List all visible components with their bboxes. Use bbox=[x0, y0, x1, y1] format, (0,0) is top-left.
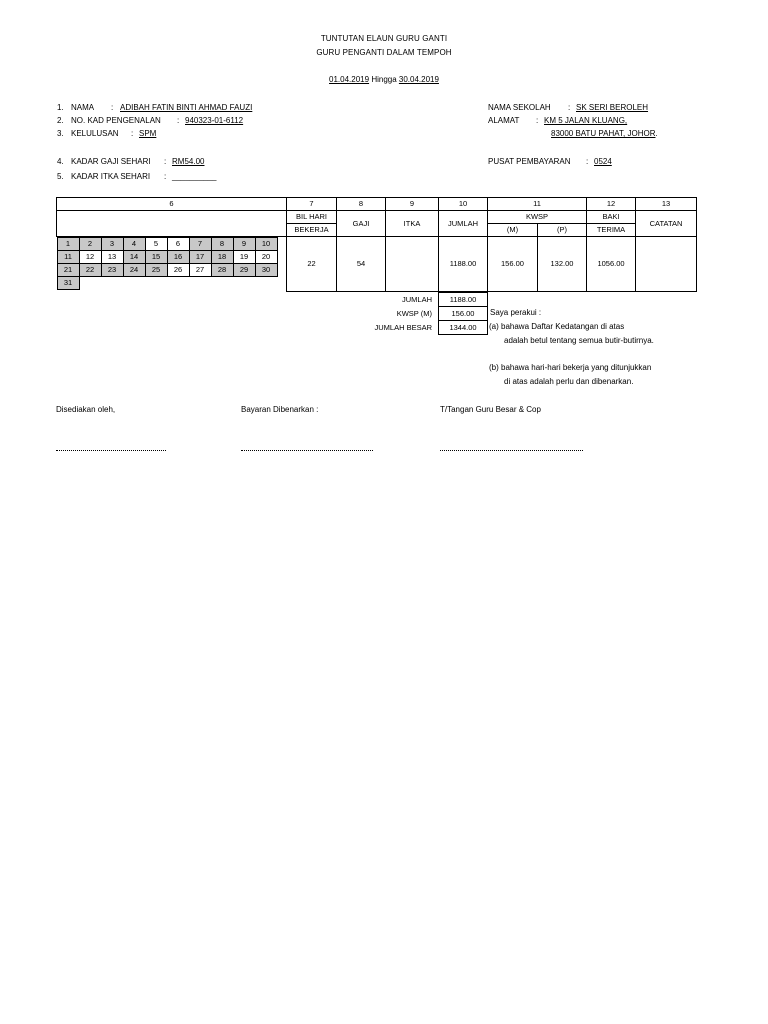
declaration-b-2: di atas adalah perlu dan dibenarkan. bbox=[504, 377, 634, 386]
day-cell: 15 bbox=[145, 251, 167, 264]
info-nama bbox=[57, 103, 253, 113]
info-num: 3. bbox=[57, 129, 64, 138]
info-sep: : bbox=[131, 129, 134, 138]
day-cell: 12 bbox=[79, 251, 101, 264]
date-to: 30.04.2019 bbox=[398, 75, 439, 84]
column-number-row bbox=[57, 198, 697, 211]
date-from: 01.04.2019 bbox=[329, 75, 370, 84]
info-value-ic: 940323-01-6112 bbox=[185, 116, 244, 125]
day-cell-empty bbox=[255, 277, 277, 290]
info-label: NAMA bbox=[71, 103, 95, 112]
header-itka: ITKA bbox=[386, 211, 439, 237]
col-number: 10 bbox=[439, 198, 488, 211]
day-cell-empty bbox=[167, 277, 189, 290]
sign-prepared-label: Disediakan oleh, bbox=[56, 405, 116, 414]
info-value-itka: __________ bbox=[172, 172, 217, 181]
sign-approved-label: Bayaran Dibenarkan : bbox=[241, 405, 319, 414]
info-value-nama: ADIBAH FATIN BINTI AHMAD FAUZI bbox=[120, 103, 253, 112]
summary-label: JUMLAH BESAR bbox=[374, 323, 432, 332]
day-row bbox=[57, 277, 277, 290]
info-gaji bbox=[57, 157, 205, 167]
header-kwsp-p: (P) bbox=[538, 224, 587, 237]
day-cell: 26 bbox=[167, 264, 189, 277]
info-sep: : bbox=[536, 116, 539, 125]
data-row bbox=[57, 237, 697, 292]
summary-label: KWSP (M) bbox=[396, 309, 432, 318]
header-gaji: GAJI bbox=[337, 211, 386, 237]
sign-headmaster-label: T/Tangan Guru Besar & Cop bbox=[440, 405, 541, 414]
info-label: NAMA SEKOLAH bbox=[488, 103, 551, 112]
header-baki: BAKI bbox=[587, 211, 636, 224]
info-sep: : bbox=[177, 116, 180, 125]
info-sep: : bbox=[164, 157, 167, 166]
info-label: KELULUSAN bbox=[71, 129, 119, 138]
day-cell: 27 bbox=[189, 264, 211, 277]
info-num: 2. bbox=[57, 116, 64, 125]
day-cell-empty bbox=[101, 277, 123, 290]
declaration-b-1: (b) bahawa hari-hari bekerja yang ditunjukkan bbox=[489, 363, 652, 372]
col-number: 9 bbox=[386, 198, 439, 211]
col-number: 6 bbox=[57, 198, 287, 211]
day-row bbox=[57, 251, 277, 264]
summary-value: 1188.00 bbox=[439, 293, 488, 307]
value-kwsp-p: 132.00 bbox=[538, 237, 587, 292]
info-itka bbox=[57, 172, 217, 182]
value-catatan bbox=[636, 237, 697, 292]
info-num: 1. bbox=[57, 103, 64, 112]
sign-headmaster-line[interactable] bbox=[440, 450, 583, 451]
day-row bbox=[57, 238, 277, 251]
day-cell: 14 bbox=[123, 251, 145, 264]
value-itka bbox=[386, 237, 439, 292]
col-number: 11 bbox=[488, 198, 587, 211]
day-cell: 11 bbox=[57, 251, 79, 264]
day-cell: 17 bbox=[189, 251, 211, 264]
info-kelulusan bbox=[57, 129, 157, 139]
declaration-intro: Saya perakui : bbox=[490, 308, 542, 317]
day-cell: 28 bbox=[211, 264, 233, 277]
day-cell: 29 bbox=[233, 264, 255, 277]
day-cell: 21 bbox=[57, 264, 79, 277]
declaration-a-2: adalah betul tentang semua butir-butirnya. bbox=[504, 336, 654, 345]
summary-row bbox=[356, 307, 488, 321]
day-cell: 2 bbox=[79, 238, 101, 251]
days-cell bbox=[57, 237, 287, 292]
form-title: TUNTUTAN ELAUN GURU GANTI bbox=[320, 34, 448, 43]
day-cell: 3 bbox=[101, 238, 123, 251]
declaration-a-1: (a) bahawa Daftar Kedatangan di atas bbox=[489, 322, 625, 331]
header-jumlah: JUMLAH bbox=[439, 211, 488, 237]
attendance-days bbox=[57, 237, 278, 290]
info-label: KADAR ITKA SEHARI bbox=[71, 172, 151, 181]
summary-table bbox=[356, 292, 488, 335]
summary-row bbox=[356, 321, 488, 335]
info-sep: : bbox=[111, 103, 114, 112]
day-cell: 25 bbox=[145, 264, 167, 277]
day-cell: 6 bbox=[167, 238, 189, 251]
day-cell: 18 bbox=[211, 251, 233, 264]
day-cell: 1 bbox=[57, 238, 79, 251]
day-cell: 8 bbox=[211, 238, 233, 251]
value-bil-hari: 22 bbox=[287, 237, 337, 292]
header-catatan: CATATAN bbox=[636, 211, 697, 237]
day-cell: 5 bbox=[145, 238, 167, 251]
info-pusat bbox=[488, 157, 612, 167]
form-subtitle: GURU PENGANTI DALAM TEMPOH bbox=[316, 48, 452, 57]
header-kwsp: KWSP bbox=[488, 211, 587, 224]
info-label: PUSAT PEMBAYARAN bbox=[488, 157, 571, 166]
header-bekerja: BEKERJA bbox=[287, 224, 337, 237]
info-sep: : bbox=[586, 157, 589, 166]
day-cell: 4 bbox=[123, 238, 145, 251]
info-alamat-2 bbox=[551, 129, 658, 139]
info-dot: . bbox=[655, 129, 658, 138]
summary-value: 156.00 bbox=[439, 307, 488, 321]
value-baki: 1056.00 bbox=[587, 237, 636, 292]
day-cell: 20 bbox=[255, 251, 277, 264]
day-cell: 7 bbox=[189, 238, 211, 251]
info-num: 5. bbox=[57, 172, 64, 181]
info-value-gaji: RM54.00 bbox=[172, 157, 205, 166]
day-cell-empty bbox=[233, 277, 255, 290]
sign-prepared-line[interactable] bbox=[56, 450, 166, 451]
col-number: 13 bbox=[636, 198, 697, 211]
info-value-sekolah: SK SERI BEROLEH bbox=[576, 103, 649, 112]
day-cell: 9 bbox=[233, 238, 255, 251]
days-header-blank bbox=[57, 211, 287, 237]
day-cell-empty bbox=[79, 277, 101, 290]
day-cell: 23 bbox=[101, 264, 123, 277]
info-sekolah bbox=[488, 103, 649, 113]
period bbox=[0, 75, 768, 85]
col-number: 7 bbox=[287, 198, 337, 211]
day-cell-empty bbox=[189, 277, 211, 290]
header-bil-hari: BIL HARI bbox=[287, 211, 337, 224]
claim-table bbox=[56, 197, 697, 292]
day-cell-empty bbox=[145, 277, 167, 290]
day-cell-empty bbox=[211, 277, 233, 290]
day-cell: 22 bbox=[79, 264, 101, 277]
col-number: 12 bbox=[587, 198, 636, 211]
info-value-pusat: 0524 bbox=[594, 157, 612, 166]
day-cell: 30 bbox=[255, 264, 277, 277]
info-sep: : bbox=[568, 103, 571, 112]
header-row-1 bbox=[57, 211, 697, 224]
day-row bbox=[57, 264, 277, 277]
info-alamat bbox=[488, 116, 628, 126]
info-label: NO. KAD PENGENALAN bbox=[71, 116, 161, 125]
day-cell: 31 bbox=[57, 277, 79, 290]
header-kwsp-m: (M) bbox=[488, 224, 538, 237]
day-cell: 10 bbox=[255, 238, 277, 251]
summary-value: 1344.00 bbox=[439, 321, 488, 335]
info-num: 4. bbox=[57, 157, 64, 166]
info-value-kelulusan: SPM bbox=[139, 129, 157, 138]
date-separator: Hingga bbox=[371, 75, 397, 84]
info-ic bbox=[57, 116, 244, 126]
value-gaji: 54 bbox=[337, 237, 386, 292]
info-label: KADAR GAJI SEHARI bbox=[71, 157, 151, 166]
col-number: 8 bbox=[337, 198, 386, 211]
day-cell: 24 bbox=[123, 264, 145, 277]
info-sep: : bbox=[164, 172, 167, 181]
info-value-alamat-2: 83000 BATU PAHAT, JOHOR bbox=[551, 129, 656, 138]
header-terima: TERIMA bbox=[587, 224, 636, 237]
summary-label: JUMLAH bbox=[401, 295, 432, 304]
day-cell-empty bbox=[123, 277, 145, 290]
day-cell: 16 bbox=[167, 251, 189, 264]
day-cell: 19 bbox=[233, 251, 255, 264]
day-cell: 13 bbox=[101, 251, 123, 264]
value-jumlah: 1188.00 bbox=[439, 237, 488, 292]
info-value-alamat-1: KM 5 JALAN KLUANG, bbox=[544, 116, 628, 125]
summary-row bbox=[356, 293, 488, 307]
sign-approved-line[interactable] bbox=[241, 450, 373, 451]
info-label: ALAMAT bbox=[488, 116, 520, 125]
value-kwsp-m: 156.00 bbox=[488, 237, 538, 292]
